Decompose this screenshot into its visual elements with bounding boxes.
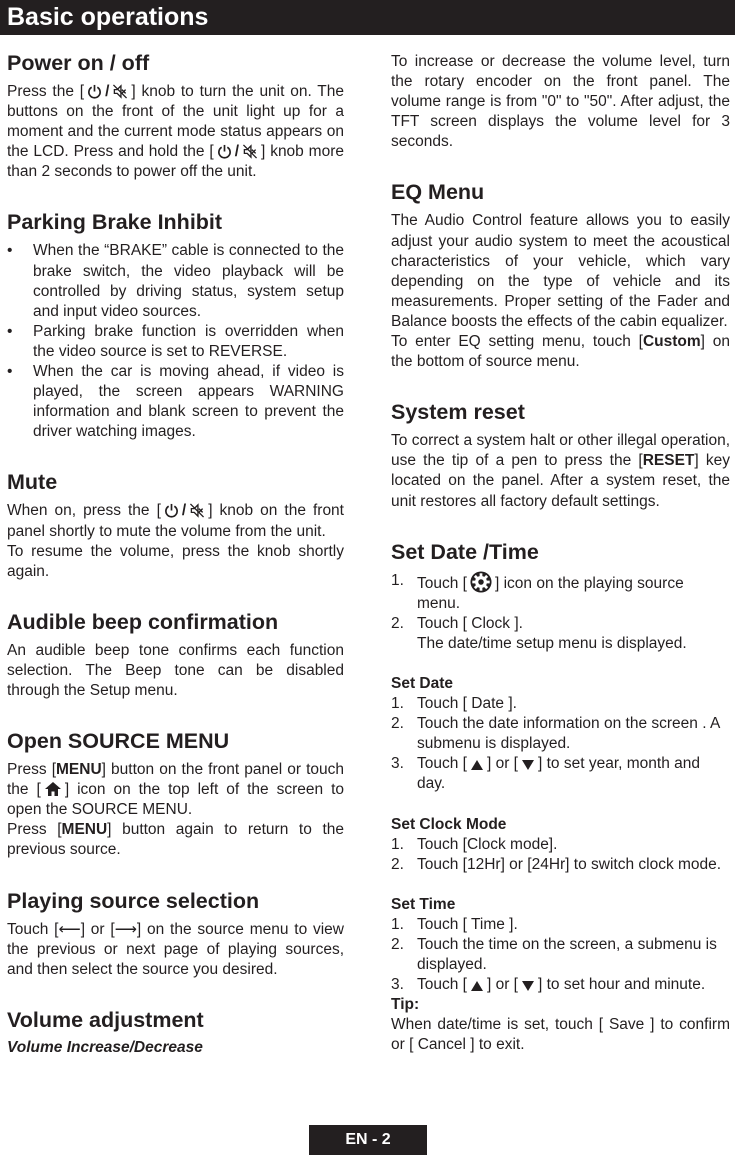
volume-subheading: Volume Increase/Decrease [7,1038,203,1056]
down-arrow-icon [521,759,535,771]
list-item: • Parking brake function is overridden when the video source is set to REVERSE. [7,322,344,362]
datetime-heading: Set Date /Time [391,539,539,564]
source-menu-heading: Open SOURCE MENU [7,729,230,754]
list-item: 3. Touch [ ] or [ ] to set hour and minute. [391,976,706,994]
beep-heading: Audible beep confirmation [7,609,279,634]
source-menu-text: Press [MENU] button on the front panel or touch the [ ] icon on the top left of the screen to open the SOURCE MENU. [7,761,345,819]
playing-heading: Playing source selection [7,888,260,913]
right-arrow-icon: ⟶ [114,920,137,938]
mute-resume-text: To resume the volume, press the knob shortly again. [7,542,344,580]
list-item: 2. Touch the time on the screen, a submenu is displayed. [391,936,717,974]
eq-enter-text: To enter EQ setting menu, touch [Custom] on the bottom of source menu. [391,333,730,371]
left-column [7,47,344,1058]
list-item: 1. Touch [ ] icon on the playing source menu. [391,571,684,612]
section-title: Basic operations [7,3,209,31]
right-column [391,52,730,1056]
set-clock-subheading: Set Clock Mode [391,815,507,833]
source-menu-return-text: Press [MENU] button again to return to the previous source. [7,821,344,859]
mute-icon [242,144,258,159]
set-time-subheading: Set Time [391,895,456,913]
beep-text: An audible beep tone confirms each function selection. The Beep tone can be disabled through the Setup menu. [7,641,344,699]
section-header [0,0,735,35]
eq-text: The Audio Control feature allows you to easily adjust your audio system to meet the acoustical characteristics of your vehicle, which vary depending on the type of vehicle and its measurements. Proper setting of the Fader and Balance boosts the effects of the cabin equalizer. [391,212,730,330]
mute-text: When on, press the [ / ] knob on the front panel shortly to mute the volume from the unit. [7,502,344,540]
list-item: 2. Touch [12Hr] or [24Hr] to switch clock mode. [391,855,722,873]
parking-heading: Parking Brake Inhibit [7,210,223,235]
mute-icon [112,84,128,99]
up-arrow-icon [470,759,484,771]
down-arrow-icon [521,980,535,992]
volume-text: To increase or decrease the volume level, turn the rotary encoder on the front panel. The volume range is from "0" to "50". After adjust, the TFT screen displays the volume level for 3 seconds. [391,53,730,151]
parking-list [7,241,344,442]
reset-heading: System reset [391,400,525,425]
list-item: 2. Touch [ Clock ]. The date/time setup menu is displayed. [391,614,687,652]
set-date-subheading: Set Date [391,674,454,692]
tip-label: Tip: [391,996,420,1014]
power-icon [217,144,232,159]
power-text: Press the [ / ] knob to turn the unit on. The buttons on the front of the unit light up for a moment and the current mode status appears on the LCD. Press and hold the [ / ] knob more than 2 seconds to power off the unit. [7,83,344,181]
set-date-steps [391,694,730,794]
list-item: 1. Touch [ Date ]. [391,695,517,713]
list-item: 1. Touch [Clock mode]. [391,835,558,853]
up-arrow-icon [470,980,484,992]
page-number-badge [309,1125,427,1155]
playing-text: Touch [⟵] or [⟶] on the source menu to view the previous or next page of playing sources, and then select the source you desired. [7,920,344,978]
gear-icon [470,571,492,593]
power-icon [164,503,179,518]
left-arrow-icon: ⟵ [58,920,81,938]
set-clock-steps [391,835,730,875]
mute-icon [189,503,205,518]
list-item: 2. Touch the date information on the screen . A submenu is displayed. [391,715,720,753]
power-heading: Power on / off [7,51,150,75]
list-item: • When the “BRAKE” cable is connected to the brake switch, the video playback will be controlled by driving status, system setup and input video sources. [7,241,344,321]
reset-text: To correct a system halt or other illegal operation, use the tip of a pen to press the [RESET] key located on the panel. After a system reset, the unit restores all factory default settings. [391,432,731,510]
tip-text: When date/time is set, touch [ Save ] to confirm or [ Cancel ] to exit. [391,1016,730,1054]
power-icon [87,84,102,99]
list-item: 3. Touch [ ] or [ ] to set year, month and day. [391,755,700,793]
volume-heading: Volume adjustment [7,1007,204,1032]
mute-heading: Mute [7,470,58,495]
set-time-steps [391,915,730,995]
list-item: • When the car is moving ahead, if video is played, the screen appears WARNING information and blank screen to prevent the driver watching images. [7,362,344,442]
home-icon [44,781,62,797]
page-number: EN - 2 [345,1131,391,1148]
datetime-steps [391,571,730,654]
list-item: 1. Touch [ Time ]. [391,915,518,933]
eq-heading: EQ Menu [391,180,485,205]
